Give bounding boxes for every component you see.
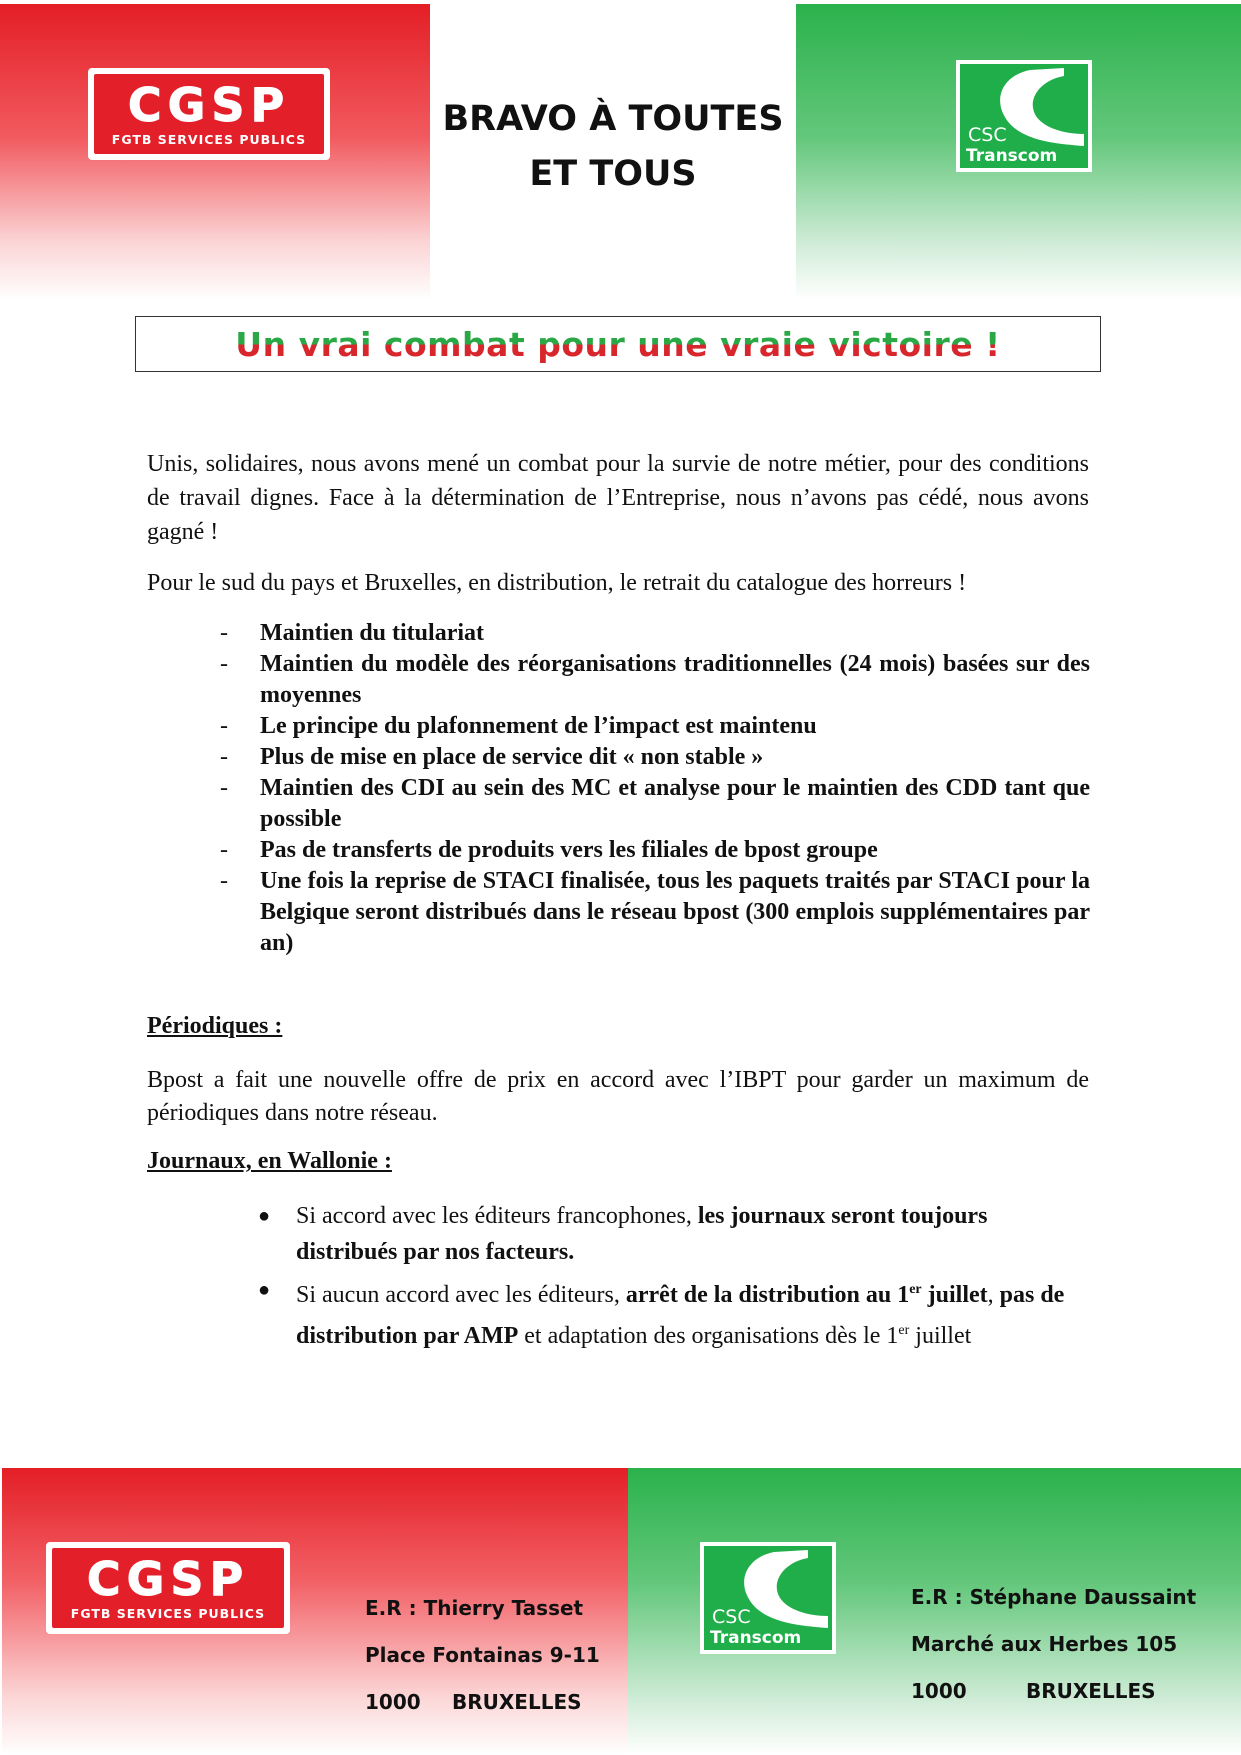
csc-transcom-logo-footer: CSC Transcom <box>700 1542 836 1654</box>
csc-logo-line2: Transcom <box>966 146 1058 166</box>
page-title: BRAVO À TOUTES ET TOUS <box>442 99 784 194</box>
cgsp-logo-main: CGSP <box>127 77 291 132</box>
bullet-icon: ● <box>258 1205 271 1227</box>
subtitle: Un vrai combat pour une vraie victoire ! <box>235 324 1001 364</box>
cgsp-logo <box>88 68 330 160</box>
footer-left-city: BRUXELLES <box>452 1690 582 1714</box>
csc-logo-line1: CSC <box>968 124 1007 146</box>
intro-paragraph-1: Unis, solidaires, nous avons mené un combat pour la survie de notre métier, pour des conditions de travail dignes. Face à la détermination de l’Entreprise, nous n’avons pas cédé, nous avons gagné ! <box>147 451 1089 545</box>
list-item: ● Si accord avec les éditeurs francophones, les journaux seront toujours distribués par nos facteurs. <box>258 1198 1090 1270</box>
list-item: - Plus de mise en place de service dit « non stable » <box>220 744 764 770</box>
list-item: - Maintien des CDI au sein des MC et analyse pour le maintien des CDD tant que possible <box>220 775 1090 832</box>
footer-right-city: BRUXELLES <box>1026 1679 1156 1703</box>
list-item: - Le principe du plafonnement de l’impact est maintenu <box>220 713 817 739</box>
cgsp-logo-sub: FGTB SERVICES PUBLICS <box>111 131 307 147</box>
journaux-heading: Journaux, en Wallonie : <box>147 1148 392 1174</box>
bullet-icon: ● <box>258 1279 271 1301</box>
periodiques-heading: Périodiques : <box>147 1013 283 1039</box>
footer-left-zip: 1000 <box>365 1690 421 1714</box>
intro-paragraph-2: Pour le sud du pays et Bruxelles, en distribution, le retrait du catalogue des horreurs ! <box>147 570 967 596</box>
list-item: - Une fois la reprise de STACI finalisée, tous les paquets traités par STACI pour la Belgique seront distribués dans le réseau bpost (300 emplois supplémentaires par an) <box>220 868 1090 956</box>
list-item: - Pas de transferts de produits vers les filiales de bpost groupe <box>220 837 878 863</box>
footer-left-er: E.R : Thierry Tasset <box>365 1596 584 1620</box>
journaux-bullets <box>258 1198 1090 1356</box>
list-item: - Maintien du modèle des réorganisations traditionnelles (24 mois) basées sur des moyennes <box>220 651 1090 708</box>
cgsp-logo-footer: CGSP FGTB SERVICES PUBLICS <box>46 1542 290 1634</box>
footer-right-zip: 1000 <box>911 1679 967 1703</box>
subtitle-box <box>135 316 1101 372</box>
gains-list <box>220 618 1090 959</box>
list-item: ● Si aucun accord avec les éditeurs, arrêt de la distribution au 1er juillet, pas de distribution par AMP et adaptation des organisations dès le 1er juillet <box>258 1272 1090 1354</box>
list-item: - Maintien du titulariat <box>220 620 485 646</box>
periodiques-text: Bpost a fait une nouvelle offre de prix en accord avec l’IBPT pour garder un maximum de périodiques dans notre réseau. <box>147 1067 1089 1126</box>
footer-right-er: E.R : Stéphane Daussaint <box>911 1585 1197 1609</box>
footer-left-address: Place Fontainas 9-11 <box>365 1643 600 1667</box>
footer-right-address: Marché aux Herbes 105 <box>911 1632 1178 1656</box>
csc-transcom-logo <box>956 60 1092 172</box>
